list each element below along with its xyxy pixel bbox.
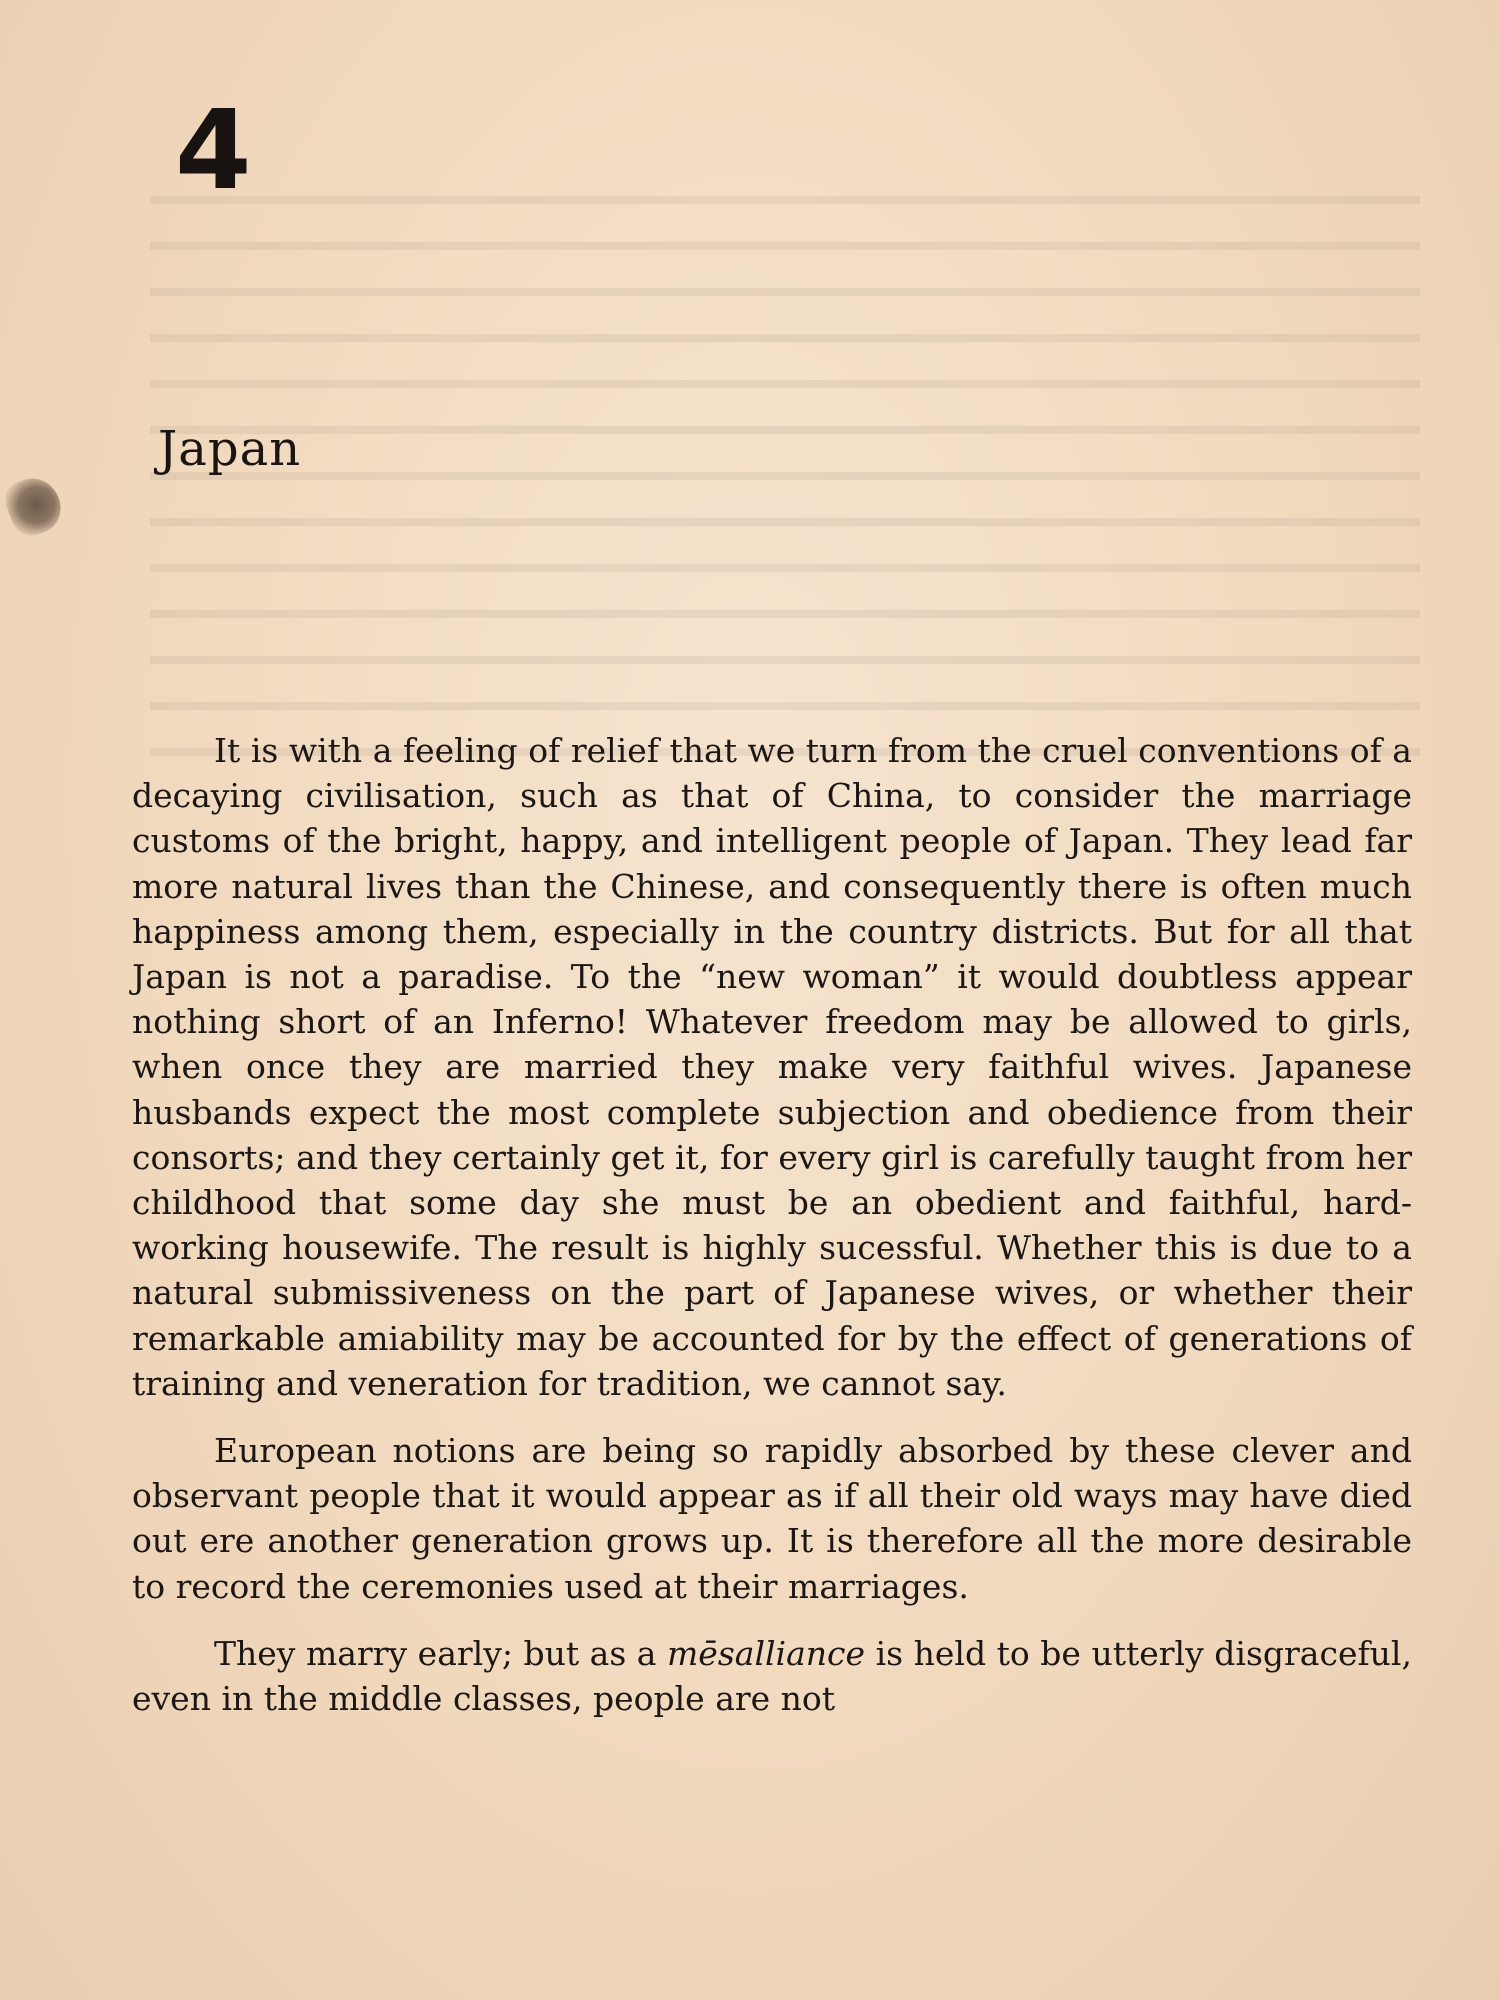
paragraph-2: European notions are being so rapidly absorbed by these clever and observant people that it would appear as if all their old ways may have died out ere another generation grows up. It is therefore all the more desirable to record the ceremonies used at their marriages.	[132, 1431, 1412, 1606]
body-text	[132, 728, 1412, 1721]
bleed-through-texture	[150, 170, 1420, 760]
chapter-number: 4	[175, 86, 252, 214]
paragraph-1: It is with a feeling of relief that we turn from the cruel conventions of a decaying civilisation, such as that of China, to consider the marriage customs of the bright, happy, and intelligent people of Japan. They lead far more natural lives than the Chinese, and consequently there is often much happiness among them, especially in the country districts. But for all that Japan is not a paradise. To the “new woman” it would doubtless appear nothing short of an Inferno! Whatever freedom may be allowed to girls, when once they are married they make very faithful wives. Japanese husbands expect the most complete subjection and obedience from their consorts; and they certainly get it, for every girl is carefully taught from her childhood that some day she must be an obedient and faithful, hard-working housewife. The result is highly sucessful. Whether this is due to a natural submissiveness on the part of Japanese wives, or whether their remarkable amiability may be accounted for by the effect of generations of training and veneration for tradition, we cannot say.	[132, 731, 1412, 1403]
italic-term: mēsalliance	[667, 1633, 866, 1673]
paragraph-3	[132, 1631, 1412, 1721]
paragraph-3-text-start: They marry early; but as a	[214, 1633, 668, 1673]
paragraph-3-text-end: is held to be utterly disgraceful, even in the middle classes, people are not	[132, 1633, 1412, 1719]
page-stain	[0, 471, 68, 541]
chapter-title: Japan	[158, 421, 302, 477]
